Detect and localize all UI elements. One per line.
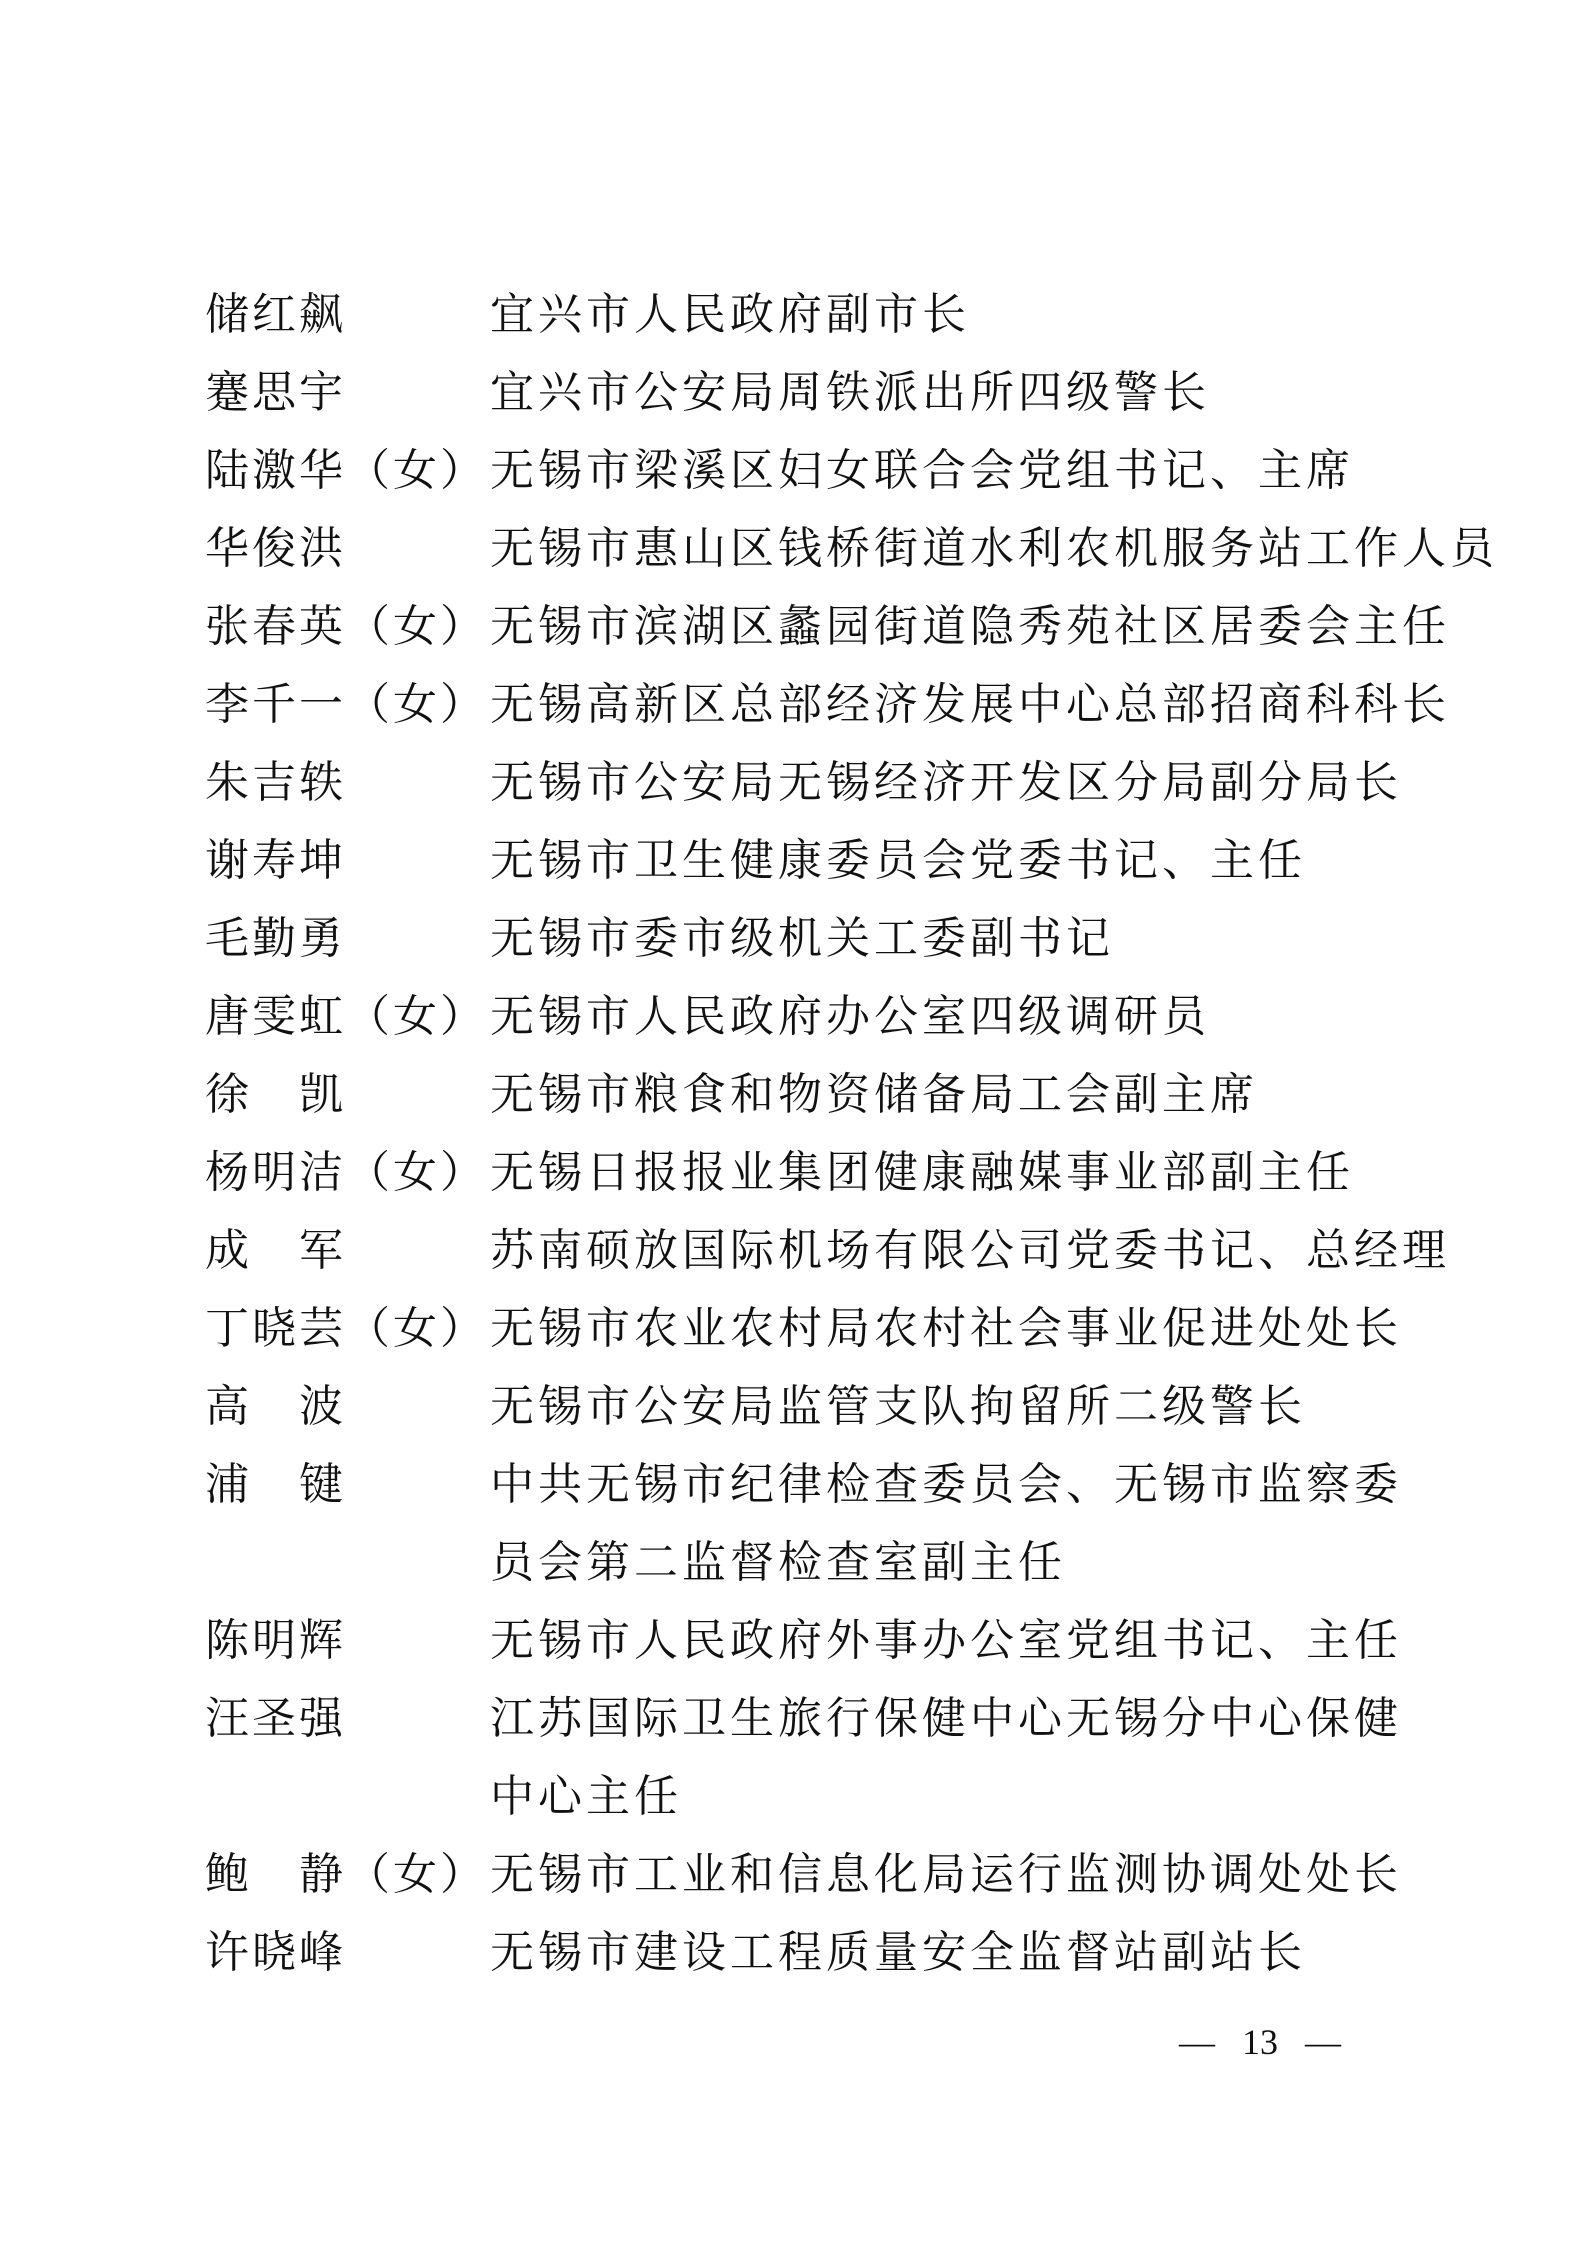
- person-position: 中心主任: [490, 1772, 682, 1821]
- person-position: 无锡市人民政府办公室四级调研员: [490, 992, 1210, 1041]
- person-name: 鲍 静（女）: [205, 1850, 487, 1899]
- person-name: 汪圣强: [205, 1694, 346, 1743]
- person-name: 毛勤勇: [205, 914, 346, 963]
- person-position: 宜兴市人民政府副市长: [490, 290, 970, 339]
- list-item: [0, 510, 1587, 588]
- list-item: [0, 354, 1587, 432]
- list-item: [0, 1914, 1587, 1992]
- person-name: 成 军: [205, 1226, 346, 1275]
- person-position: 无锡市公安局监管支队拘留所二级警长: [490, 1382, 1306, 1431]
- list-item: [0, 1524, 1587, 1602]
- person-name: 陈明辉: [205, 1616, 346, 1665]
- person-position: 宜兴市公安局周铁派出所四级警长: [490, 368, 1210, 417]
- list-item: [0, 822, 1587, 900]
- list-item: [0, 1134, 1587, 1212]
- list-item: [0, 900, 1587, 978]
- list-item: [0, 666, 1587, 744]
- list-item: [0, 1602, 1587, 1680]
- person-name: 唐雯虹（女）: [205, 992, 487, 1041]
- person-position: 无锡市惠山区钱桥街道水利农机服务站工作人员: [490, 524, 1498, 573]
- list-item: [0, 1446, 1587, 1524]
- person-position: 员会第二监督检查室副主任: [490, 1538, 1066, 1587]
- person-position: 江苏国际卫生旅行保健中心无锡分中心保健: [490, 1694, 1402, 1743]
- person-position: 无锡市粮食和物资储备局工会副主席: [490, 1070, 1258, 1119]
- person-name: 高 波: [205, 1382, 346, 1431]
- person-name: 李千一（女）: [205, 680, 487, 729]
- list-item: [0, 1680, 1587, 1758]
- person-position: 无锡市农业农村局农村社会事业促进处处长: [490, 1304, 1402, 1353]
- list-item: [0, 276, 1587, 354]
- person-position: 无锡高新区总部经济发展中心总部招商科科长: [490, 680, 1450, 729]
- person-position: 无锡日报报业集团健康融媒事业部副主任: [490, 1148, 1354, 1197]
- list-item: [0, 1368, 1587, 1446]
- person-name: 华俊洪: [205, 524, 346, 573]
- person-name: 许晓峰: [205, 1928, 346, 1977]
- list-item: [0, 432, 1587, 510]
- person-position: 苏南硕放国际机场有限公司党委书记、总经理: [490, 1226, 1450, 1275]
- person-position: 无锡市卫生健康委员会党委书记、主任: [490, 836, 1306, 885]
- person-name: 蹇思宇: [205, 368, 346, 417]
- person-position: 无锡市建设工程质量安全监督站副站长: [490, 1928, 1306, 1977]
- person-name: 陆激华（女）: [205, 446, 487, 495]
- person-position: 中共无锡市纪律检查委员会、无锡市监察委: [490, 1460, 1402, 1509]
- person-position: 无锡市公安局无锡经济开发区分局副分局长: [490, 758, 1402, 807]
- list-item: [0, 1212, 1587, 1290]
- person-position: 无锡市工业和信息化局运行监测协调处处长: [490, 1850, 1402, 1899]
- person-name: 浦 键: [205, 1460, 346, 1509]
- person-name: 谢寿坤: [205, 836, 346, 885]
- list-item: [0, 978, 1587, 1056]
- person-name: 朱吉轶: [205, 758, 346, 807]
- person-name: 徐 凯: [205, 1070, 346, 1119]
- person-position: 无锡市梁溪区妇女联合会党组书记、主席: [490, 446, 1354, 495]
- list-item: [0, 1758, 1587, 1836]
- person-name: 丁晓芸（女）: [205, 1304, 487, 1353]
- list-item: [0, 1056, 1587, 1134]
- page-number: — 13 —: [1179, 2022, 1341, 2062]
- list-item: [0, 1290, 1587, 1368]
- person-name: 储红飙: [205, 290, 346, 339]
- list-item: [0, 1836, 1587, 1914]
- list-item: [0, 744, 1587, 822]
- list-item: [0, 588, 1587, 666]
- person-name: 杨明洁（女）: [205, 1148, 487, 1197]
- person-position: 无锡市委市级机关工委副书记: [490, 914, 1114, 963]
- person-position: 无锡市人民政府外事办公室党组书记、主任: [490, 1616, 1402, 1665]
- person-name: 张春英（女）: [205, 602, 487, 651]
- person-position: 无锡市滨湖区蠡园街道隐秀苑社区居委会主任: [490, 602, 1450, 651]
